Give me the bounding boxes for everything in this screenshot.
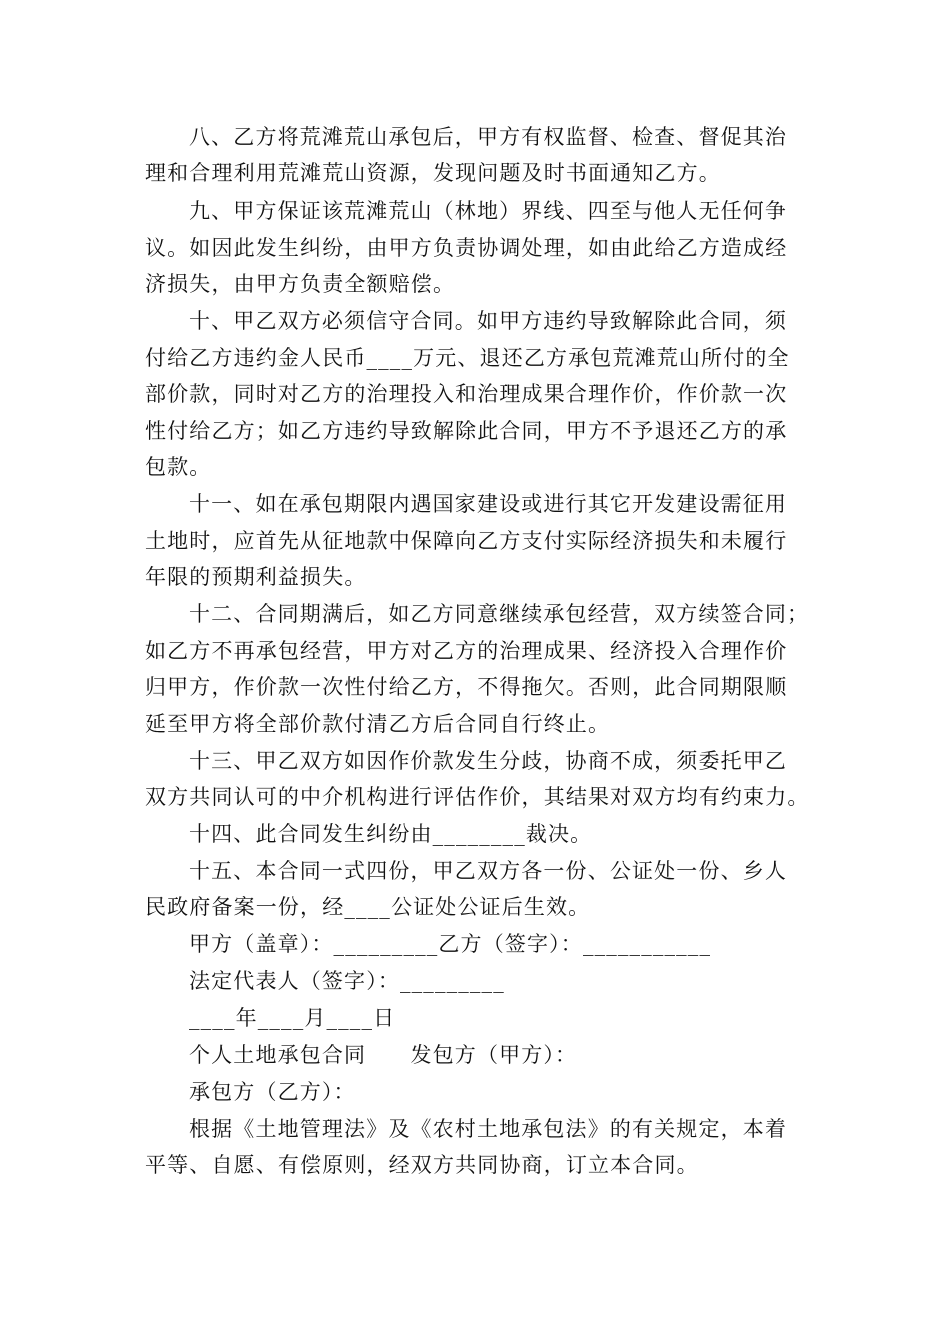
contractor-line: 承包方（乙方）： [189, 1080, 356, 1104]
text-line: 双方共同认可的中介机构进行评估作价，其结果对双方均有约束力。 [145, 785, 810, 809]
text-line: 济损失，由甲方负责全额赔偿。 [145, 272, 456, 296]
text-line: 年限的预期利益损失。 [145, 565, 367, 589]
text-line: 如乙方不再承包经营，甲方对乙方的治理成果、经济投入合理作价 [145, 639, 788, 663]
text-line: 议。如因此发生纠纷，由甲方负责协调处理，如由此给乙方造成经 [145, 236, 788, 260]
text-line: 根据《土地管理法》及《农村土地承包法》的有关规定，本着 [189, 1117, 788, 1141]
text-line: 十一、如在承包期限内遇国家建设或进行其它开发建设需征用 [189, 492, 788, 516]
text-line: 十二、合同期满后，如乙方同意继续承包经营，双方续签合同； [189, 602, 810, 626]
text-line: 民政府备案一份，经____公证处公证后生效。 [145, 895, 591, 919]
text-line: 性付给乙方；如乙方违约导致解除此合同，甲方不予退还乙方的承 [145, 419, 788, 443]
text-line: 十四、此合同发生纠纷由________裁决。 [189, 822, 593, 846]
text-line: 理和合理利用荒滩荒山资源，发现问题及时书面通知乙方。 [145, 161, 721, 185]
text-line: 部价款，同时对乙方的治理投入和治理成果合理作价，作价款一次 [145, 382, 788, 406]
text-line: 十、甲乙双方必须信守合同。如甲方违约导致解除此合同，须 [189, 309, 788, 333]
date-line: ____年____月____日 [189, 1006, 396, 1030]
text-line: 包款。 [145, 455, 212, 479]
contract-title-line: 个人土地承包合同 发包方（甲方）： [189, 1043, 578, 1067]
signature-line-parties: 甲方（盖章）：_________乙方（签字）：___________ [189, 932, 712, 956]
text-line: 延至甲方将全部价款付清乙方后合同自行终止。 [145, 712, 611, 736]
signature-line-representative: 法定代表人（签字）：_________ [189, 969, 505, 993]
text-line: 九、甲方保证该荒滩荒山（林地）界线、四至与他人无任何争 [189, 199, 788, 223]
text-line: 归甲方，作价款一次性付给乙方，不得拖欠。否则，此合同期限顺 [145, 675, 788, 699]
text-line: 土地时，应首先从征地款中保障向乙方支付实际经济损失和未履行 [145, 529, 788, 553]
text-line: 付给乙方违约金人民币____万元、退还乙方承包荒滩荒山所付的全 [145, 346, 790, 370]
text-line: 十三、甲乙双方如因作价款发生分歧，协商不成，须委托甲乙 [189, 749, 788, 773]
text-line: 十五、本合同一式四份，甲乙双方各一份、公证处一份、乡人 [189, 859, 788, 883]
text-line: 八、乙方将荒滩荒山承包后，甲方有权监督、检查、督促其治 [189, 125, 788, 149]
text-line: 平等、自愿、有偿原则，经双方共同协商，订立本合同。 [145, 1153, 699, 1177]
